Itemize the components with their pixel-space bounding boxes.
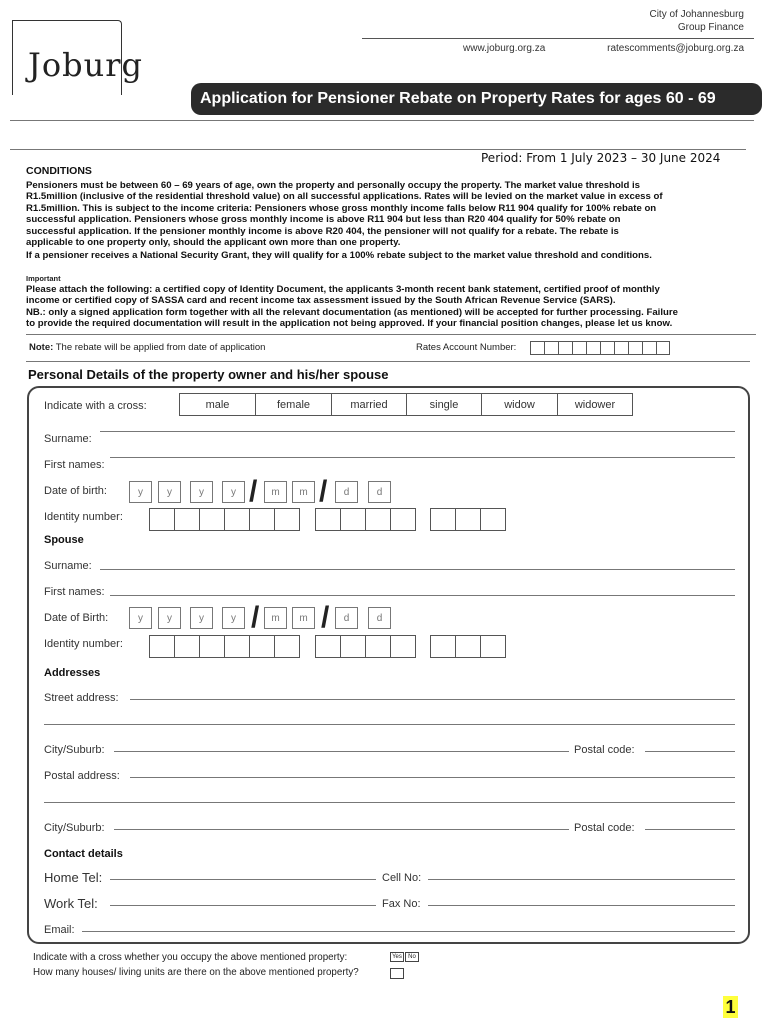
form-title: Application for Pensioner Rebate on Property Rates for ages 60 - 69: [191, 83, 762, 115]
status-options: [180, 393, 633, 416]
occupy-options: [390, 952, 419, 962]
indicate-label: Indicate with a cross:: [44, 400, 147, 412]
postal-code-label: Postal code:: [574, 744, 635, 756]
important-line: income or certified copy of SASSA card and recent income tax assessment issued by the South African Revenue Service (SARS).: [26, 295, 616, 307]
date-separator: /: [249, 475, 258, 508]
conditions-line: R1.5million (inclusive of the residential threshold value) on all successful applications. Rates will be levied on the market value in excess of: [26, 191, 663, 203]
city-field[interactable]: [114, 751, 569, 752]
units-box[interactable]: [390, 968, 404, 979]
spouse-dob-year-box[interactable]: y: [190, 607, 213, 629]
spouse-dob-year-box[interactable]: y: [158, 607, 181, 629]
personal-details-frame: [27, 386, 750, 944]
spouse-dob-day-box[interactable]: d: [335, 607, 358, 629]
option-female[interactable]: female: [255, 393, 332, 416]
important-text: [26, 284, 756, 330]
dob-month-box[interactable]: m: [264, 481, 287, 503]
city-label: City/Suburb:: [44, 744, 105, 756]
conditions-line: applicable to one property only, should the applicant own more than one property.: [26, 237, 401, 249]
spouse-dob-day-box[interactable]: d: [368, 607, 391, 629]
joburg-logo: Joburg: [28, 46, 143, 84]
city-label: City/Suburb:: [44, 822, 105, 834]
page-number: 1: [723, 996, 738, 1018]
spouse-dob-month-box[interactable]: m: [292, 607, 315, 629]
option-married[interactable]: married: [331, 393, 407, 416]
period-text: Period: From 1 July 2023 – 30 June 2024: [481, 151, 721, 165]
cell-label: Cell No:: [382, 872, 422, 884]
conditions-line: If a pensioner receives a National Security Grant, they will qualify for a 100% rebate subject to the market value threshold and conditions.: [26, 250, 652, 262]
conditions-line: successful application. Pensioners whose gross monthly income is above R11 904 but less than R20 404 qualify for 50% rebate on: [26, 214, 621, 226]
dob-year-box[interactable]: y: [129, 481, 152, 503]
occupy-question: Indicate with a cross whether you occupy the above mentioned property:: [33, 952, 348, 963]
id-number-boxes[interactable]: [431, 508, 506, 531]
spouse-dob-year-box[interactable]: y: [222, 607, 245, 629]
spouse-dob-label: Date of Birth:: [44, 612, 109, 624]
important-heading: Important: [26, 274, 61, 283]
id-number-boxes[interactable]: [150, 508, 300, 531]
spouse-heading: Spouse: [44, 534, 84, 546]
dob-month-box[interactable]: m: [292, 481, 315, 503]
fax-label: Fax No:: [382, 898, 421, 910]
dob-year-box[interactable]: y: [158, 481, 181, 503]
spouse-first-names-label: First names:: [44, 586, 105, 598]
postal-code-field[interactable]: [645, 829, 735, 830]
street-address-field-2[interactable]: [44, 724, 735, 725]
home-tel-label: Home Tel:: [44, 870, 103, 885]
org-name: City of Johannesburg: [649, 9, 744, 20]
postal-address-label: Postal address:: [44, 770, 120, 782]
city-field[interactable]: [114, 829, 569, 830]
addresses-heading: Addresses: [44, 667, 101, 679]
first-names-label: First names:: [44, 459, 105, 471]
work-tel-field[interactable]: [110, 905, 376, 906]
contact-heading: Contact details: [44, 848, 123, 860]
important-line: to provide the required documentation will result in the application not being approved. If your financial position changes, please let us know.: [26, 318, 673, 330]
postal-address-field-2[interactable]: [44, 802, 735, 803]
conditions-text: [26, 180, 756, 262]
cell-field[interactable]: [428, 879, 735, 880]
spouse-id-number-label: Identity number:: [44, 638, 123, 650]
conditions-line: Pensioners must be between 60 – 69 years of age, own the property and personally occupy the property. The market value threshold is: [26, 180, 641, 191]
important-line: Please attach the following: a certified copy of Identity Document, the applicants 3-month recent bank statement, certified proof of monthly: [26, 284, 660, 295]
dob-day-box[interactable]: d: [335, 481, 358, 503]
conditions-line: R1.5million. This is subject to the income criteria: Pensioners whose gross monthly income falls below R11 904 qualify for 100% rebate on: [26, 202, 657, 214]
dob-year-box[interactable]: y: [222, 481, 245, 503]
spouse-surname-field[interactable]: [100, 569, 735, 570]
street-address-label: Street address:: [44, 692, 119, 704]
conditions-heading: CONDITIONS: [26, 165, 92, 177]
dob-day-box[interactable]: d: [368, 481, 391, 503]
dob-label: Date of birth:: [44, 485, 107, 497]
rates-account-input[interactable]: [530, 341, 670, 355]
spouse-id-number-boxes[interactable]: [431, 635, 506, 658]
surname-label: Surname:: [44, 433, 92, 445]
spouse-first-names-field[interactable]: [110, 595, 735, 596]
street-address-field[interactable]: [130, 699, 735, 700]
important-line: NB.: only a signed application form together with all the relevant documentation (as mentioned) will be accepted for further processing. Failure: [26, 306, 678, 318]
occupy-no-box[interactable]: No: [405, 952, 419, 962]
postal-address-field[interactable]: [130, 777, 735, 778]
surname-field[interactable]: [100, 431, 735, 432]
spouse-id-number-boxes[interactable]: [150, 635, 300, 658]
spouse-id-number-boxes[interactable]: [316, 635, 416, 658]
note-text: The rebate will be applied from date of application: [53, 342, 266, 353]
occupy-yes-box[interactable]: Yes: [390, 952, 404, 962]
website-link[interactable]: www.joburg.org.za: [463, 43, 546, 54]
spouse-dob-month-box[interactable]: m: [264, 607, 287, 629]
personal-details-title: Personal Details of the property owner and his/her spouse: [28, 367, 389, 382]
fax-field[interactable]: [428, 905, 735, 906]
spouse-surname-label: Surname:: [44, 560, 92, 572]
rates-account-label: Rates Account Number:: [416, 342, 517, 353]
id-number-boxes[interactable]: [316, 508, 416, 531]
divider: [10, 149, 746, 150]
dob-year-box[interactable]: y: [190, 481, 213, 503]
spouse-dob-year-box[interactable]: y: [129, 607, 152, 629]
date-separator: /: [319, 475, 328, 508]
dept-name: Group Finance: [677, 22, 744, 33]
note-label: Note:: [29, 342, 54, 353]
divider: [26, 334, 756, 335]
note: [29, 342, 265, 353]
postal-code-field[interactable]: [645, 751, 735, 752]
date-separator: /: [321, 601, 330, 634]
divider: [10, 120, 754, 121]
header-divider: [362, 38, 754, 39]
option-widower[interactable]: widower: [557, 393, 633, 416]
divider: [26, 361, 750, 362]
email-field[interactable]: [82, 931, 735, 932]
conditions-line: successful application. If the pensioner monthly income is above R20 404, the pensioner will not qualify for a rebate. The rebate is: [26, 225, 619, 237]
option-male[interactable]: male: [179, 393, 256, 416]
date-separator: /: [251, 601, 260, 634]
email-link[interactable]: ratescomments@joburg.org.za: [607, 43, 744, 54]
option-single[interactable]: single: [406, 393, 482, 416]
id-number-label: Identity number:: [44, 511, 123, 523]
first-names-field[interactable]: [110, 457, 735, 458]
home-tel-field[interactable]: [110, 879, 376, 880]
units-question: How many houses/ living units are there on the above mentioned property?: [33, 967, 359, 978]
email-label: Email:: [44, 924, 75, 936]
postal-code-label: Postal code:: [574, 822, 635, 834]
option-widow[interactable]: widow: [481, 393, 558, 416]
work-tel-label: Work Tel:: [44, 896, 98, 911]
